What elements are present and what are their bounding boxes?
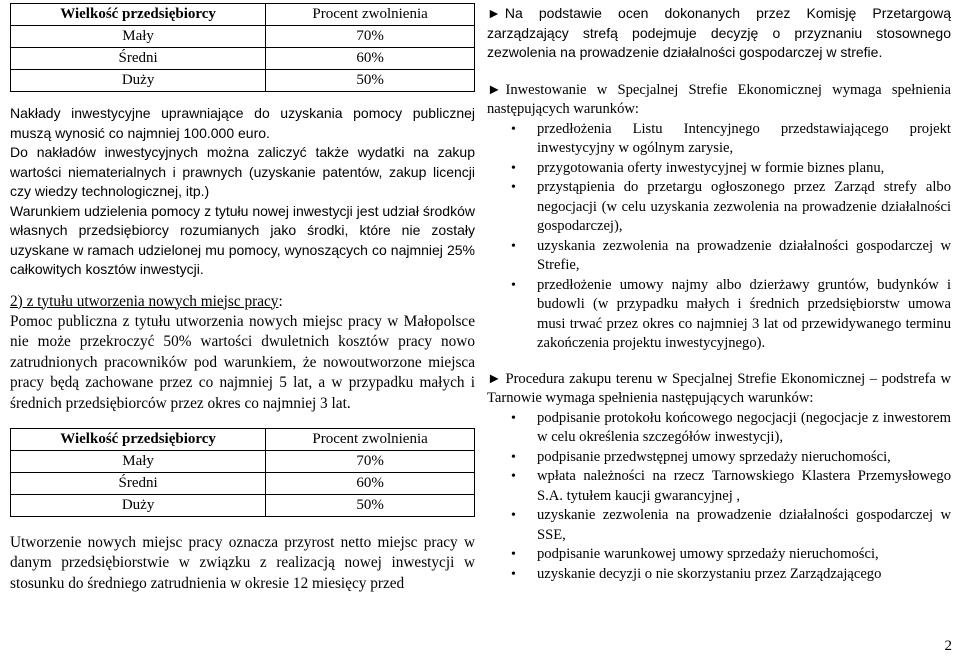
block-land-purchase bbox=[487, 370, 951, 409]
table-row bbox=[11, 472, 475, 494]
table-row bbox=[11, 494, 475, 516]
list-item: • przedłożenia Listu Intencyjnego przedstawiającego projekt inwestycyjny w ogólnym zarysie, bbox=[537, 120, 951, 159]
paragraph-min-investment: Nakłady inwestycyjne uprawniające do uzyskania pomocy publicznej muszą wynosić co najmniej 100.000 euro. bbox=[10, 105, 475, 141]
table-header-cell: Procent zwolnienia bbox=[266, 4, 475, 26]
list-item: • podpisanie protokołu końcowego negocjacji (negocjacje z inwestorem w celu określenia szczegółów inwestycji), bbox=[537, 409, 951, 448]
exemption-table-2 bbox=[10, 428, 475, 517]
table-cell: 60% bbox=[266, 472, 475, 494]
table-header-row bbox=[11, 428, 475, 450]
table-cell: 60% bbox=[266, 48, 475, 70]
table-header-cell: Wielkość przedsiębiorcy bbox=[11, 428, 266, 450]
table-cell: 70% bbox=[266, 450, 475, 472]
list-item: • podpisanie warunkowej umowy sprzedaży nieruchomości, bbox=[537, 545, 951, 565]
table-cell: 50% bbox=[266, 494, 475, 516]
table-cell: 50% bbox=[266, 70, 475, 92]
block-text: Procedura zakupu terenu w Specjalnej Strefie Ekonomicznej – podstrefa w Tarnowie wymaga spełnienia następujących warunków: bbox=[487, 370, 951, 406]
list-item: • podpisanie przedwstępnej umowy sprzedaży nieruchomości, bbox=[537, 448, 951, 468]
section-heading-text: 2) z tytułu utworzenia nowych miejsc pracy bbox=[10, 292, 279, 310]
list-item: • przedłożenie umowy najmy albo dzierżawy gruntów, budynków i budowli (w przypadku małych i średnich przedsiębiorstw umowa musi trwać przez okres co najmniej 3 lat od przewidywanego terminu zakończenia projektu inwestycyjnego). bbox=[537, 276, 951, 354]
table-cell: Duży bbox=[11, 494, 266, 516]
arrow-bullet-icon: ► bbox=[487, 5, 501, 21]
table-row bbox=[11, 450, 475, 472]
table-row bbox=[11, 26, 475, 48]
table-header-row bbox=[11, 4, 475, 26]
list-item: • wpłata należności na rzecz Tarnowskiego Klastera Przemysłowego S.A. tytułem kaucji gwarancyjnej , bbox=[537, 467, 951, 506]
section-heading-jobs: 2) z tytułu utworzenia nowych miejsc pracy: bbox=[10, 292, 283, 310]
arrow-bullet-icon: ► bbox=[487, 370, 502, 387]
left-column bbox=[10, 0, 475, 594]
table-header-cell: Wielkość przedsiębiorcy bbox=[11, 4, 266, 26]
list-item: • uzyskanie zezwolenia na prowadzenie działalności gospodarczej w SSE, bbox=[537, 506, 951, 545]
paragraph-own-contribution: Warunkiem udzielenia pomocy z tytułu nowej inwestycji jest udział środków własnych przedsiębiorcy rozumianych jako środki, które nie zostały uzyskane w ramach udzielonej mu pomocy, wynoszących co najmniej 25% całkowitych kosztów inwestycji. bbox=[10, 202, 475, 277]
block-text: Na podstawie ocen dokonanych przez Komisję Przetargową zarządzający strefą podejmuje decyzję o przyznaniu stosownego zezwolenia na prowadzenie działalności gospodarczej w strefie. bbox=[487, 5, 951, 60]
block-text: Inwestowanie w Specjalnej Strefie Ekonomicznej wymaga spełnienia następujących warunków: bbox=[487, 81, 951, 117]
paragraph-intangible-costs: Do nakładów inwestycyjnych można zaliczyć także wydatki na zakup wartości niematerialnych i prawnych (uzyskanie patentów, zakup licencji czy wiedzy technologicznej, itp.) bbox=[10, 144, 475, 199]
table-cell: Mały bbox=[11, 26, 266, 48]
table-cell: 70% bbox=[266, 26, 475, 48]
paragraph-new-jobs-definition: Utworzenie nowych miejsc pracy oznacza przyrost netto miejsc pracy w danym przedsiębiorstwie w związku z realizacją nowej inwestycji w stosunku do średniego zatrudnienia w okresie 12 miesięcy przed bbox=[10, 533, 475, 592]
list-item: • uzyskania zezwolenia na prowadzenie działalności gospodarczej w Strefie, bbox=[537, 237, 951, 276]
procedure-list bbox=[487, 409, 951, 585]
list-item: • przystąpienia do przetargu ogłoszonego przez Zarząd strefy albo negocjacji (w celu uzyskania zezwolenia na prowadzenie działalności gospodarczej), bbox=[537, 178, 951, 237]
arrow-bullet-icon: ► bbox=[487, 81, 502, 98]
requirements-list bbox=[487, 120, 951, 354]
table-cell: Średni bbox=[11, 48, 266, 70]
table-row bbox=[11, 70, 475, 92]
table-row bbox=[11, 48, 475, 70]
table-cell: Mały bbox=[11, 450, 266, 472]
table-cell: Duży bbox=[11, 70, 266, 92]
list-item: • uzyskanie decyzji o nie skorzystaniu przez Zarządzającego bbox=[537, 565, 951, 585]
exemption-table-1 bbox=[10, 3, 475, 92]
paragraph-jobs-aid: Pomoc publiczna z tytułu utworzenia nowych miejsc pracy w Małopolsce nie może przekroczyć 50% wartości dwuletnich kosztów pracy nowo zatrudnionych pracowników pod warunkiem, że nowoutworzone miejsca pracy będą zachowane przez co najmniej 5 lat, a w przypadku małych i średnich przedsiębiorców przez okres co najmniej 3 lat. bbox=[10, 312, 475, 412]
table-header-cell: Procent zwolnienia bbox=[266, 428, 475, 450]
block-sse-requirements bbox=[487, 81, 951, 120]
table-cell: Średni bbox=[11, 472, 266, 494]
right-column bbox=[487, 0, 951, 584]
block-commission-decision bbox=[487, 4, 951, 63]
page-number: 2 bbox=[944, 638, 952, 654]
list-item: • przygotowania oferty inwestycyjnej w formie biznes planu, bbox=[537, 159, 951, 179]
